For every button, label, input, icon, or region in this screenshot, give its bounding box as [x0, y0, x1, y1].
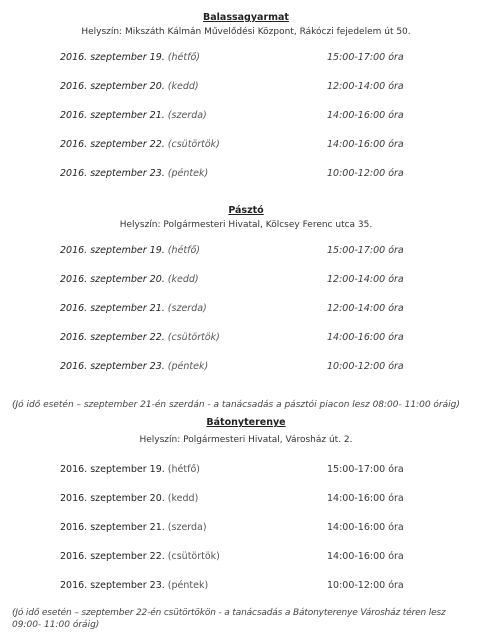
date: 2016. szeptember 19. [60, 245, 165, 256]
date-cell [60, 330, 220, 346]
date-cell [60, 578, 208, 594]
time-cell: 10:00-12:00 óra [327, 168, 404, 179]
time-cell: 10:00-12:00 óra [327, 580, 404, 591]
weekday: (péntek) [167, 168, 209, 179]
date-cell [60, 137, 220, 153]
date-cell [60, 243, 200, 259]
date-cell [60, 359, 208, 375]
date-cell [60, 491, 198, 507]
schedule-row [0, 243, 492, 272]
date: 2016. szeptember 21. [60, 110, 165, 121]
date-cell [60, 462, 200, 478]
weather-note-line-1: (Jó idő esetén – szeptember 22-én csütörtökön - a tanácsadás a Bátonyterenye Városház téren lesz [12, 608, 446, 618]
weekday: (csütörtök) [167, 332, 220, 343]
date-cell [60, 79, 199, 95]
time-cell: 15:00-17:00 óra [327, 52, 404, 63]
time-cell: 14:00-16:00 óra [327, 332, 404, 343]
time-cell: 12:00-14:00 óra [327, 274, 404, 285]
weekday: (szerda) [167, 303, 207, 314]
date: 2016. szeptember 21. [60, 303, 165, 314]
date: 2016. szeptember 23. [60, 168, 165, 179]
date-cell [60, 272, 199, 288]
schedule-row [0, 549, 492, 578]
section-batonyterenye [0, 416, 492, 607]
time-cell: 12:00-14:00 óra [327, 81, 404, 92]
time-cell: 14:00-16:00 óra [327, 493, 404, 504]
schedule-row [0, 578, 492, 607]
schedule-row [0, 462, 492, 491]
weekday: (szerda) [167, 110, 207, 121]
schedule-row [0, 491, 492, 520]
date: 2016. szeptember 22. [60, 332, 165, 343]
time-cell: 15:00-17:00 óra [327, 464, 404, 475]
weekday: (szerda) [167, 522, 207, 533]
date-cell [60, 166, 208, 182]
weather-note: (Jó idő esetén – szeptember 21-én szerdán - a tanácsadás a pásztói piacon lesz 08:00- 11:00 óráig) [12, 400, 460, 410]
time-cell: 10:00-12:00 óra [327, 361, 404, 372]
date-cell [60, 50, 200, 66]
schedule-row [0, 79, 492, 108]
schedule-row [0, 359, 492, 388]
city-heading: Pásztó [228, 205, 264, 216]
date: 2016. szeptember 20. [60, 274, 165, 285]
city-heading: Bátonyterenye [206, 417, 286, 428]
venue-text: Helyszín: Polgármesteri Hivatal, Városház út. 2. [139, 435, 353, 445]
time-cell: 14:00-16:00 óra [327, 522, 404, 533]
schedule-row [0, 166, 492, 195]
date: 2016. szeptember 19. [60, 52, 165, 63]
date-cell [60, 301, 207, 317]
schedule-row [0, 108, 492, 137]
schedule-row [0, 301, 492, 330]
weekday: (hétfő) [167, 52, 200, 63]
weekday: (kedd) [167, 493, 199, 504]
weekday: (csütörtök) [167, 139, 220, 150]
date: 2016. szeptember 20. [60, 493, 165, 504]
time-cell: 15:00-17:00 óra [327, 245, 404, 256]
schedule-row [0, 137, 492, 166]
date: 2016. szeptember 21. [60, 522, 165, 533]
date: 2016. szeptember 22. [60, 551, 165, 562]
weather-note-line-2: 09:00- 11:00 óráig) [12, 620, 100, 630]
weekday: (péntek) [167, 580, 209, 591]
venue-text: Helyszín: Mikszáth Kálmán Művelődési Központ, Rákóczi fejedelem út 50. [81, 27, 411, 37]
weekday: (péntek) [167, 361, 209, 372]
schedule-row [0, 272, 492, 301]
time-cell: 14:00-16:00 óra [327, 551, 404, 562]
section-paszto [0, 204, 492, 388]
date: 2016. szeptember 19. [60, 464, 165, 475]
section-balassagyarmat [0, 11, 492, 195]
weekday: (csütörtök) [167, 551, 220, 562]
time-cell: 14:00-16:00 óra [327, 110, 404, 121]
weekday: (hétfő) [167, 464, 200, 475]
weekday: (kedd) [167, 81, 199, 92]
date: 2016. szeptember 23. [60, 361, 165, 372]
time-cell: 12:00-14:00 óra [327, 303, 404, 314]
weekday: (hétfő) [167, 245, 200, 256]
time-cell: 14:00-16:00 óra [327, 139, 404, 150]
venue-text: Helyszín: Polgármesteri Hivatal, Kölcsey Ferenc utca 35. [119, 220, 373, 230]
weekday: (kedd) [167, 274, 199, 285]
schedule-row [0, 50, 492, 79]
date: 2016. szeptember 22. [60, 139, 165, 150]
date: 2016. szeptember 23. [60, 580, 165, 591]
date-cell [60, 549, 220, 565]
date: 2016. szeptember 20. [60, 81, 165, 92]
schedule-row [0, 520, 492, 549]
date-cell [60, 108, 207, 124]
schedule-row [0, 330, 492, 359]
city-heading: Balassagyarmat [203, 12, 289, 23]
date-cell [60, 520, 207, 536]
